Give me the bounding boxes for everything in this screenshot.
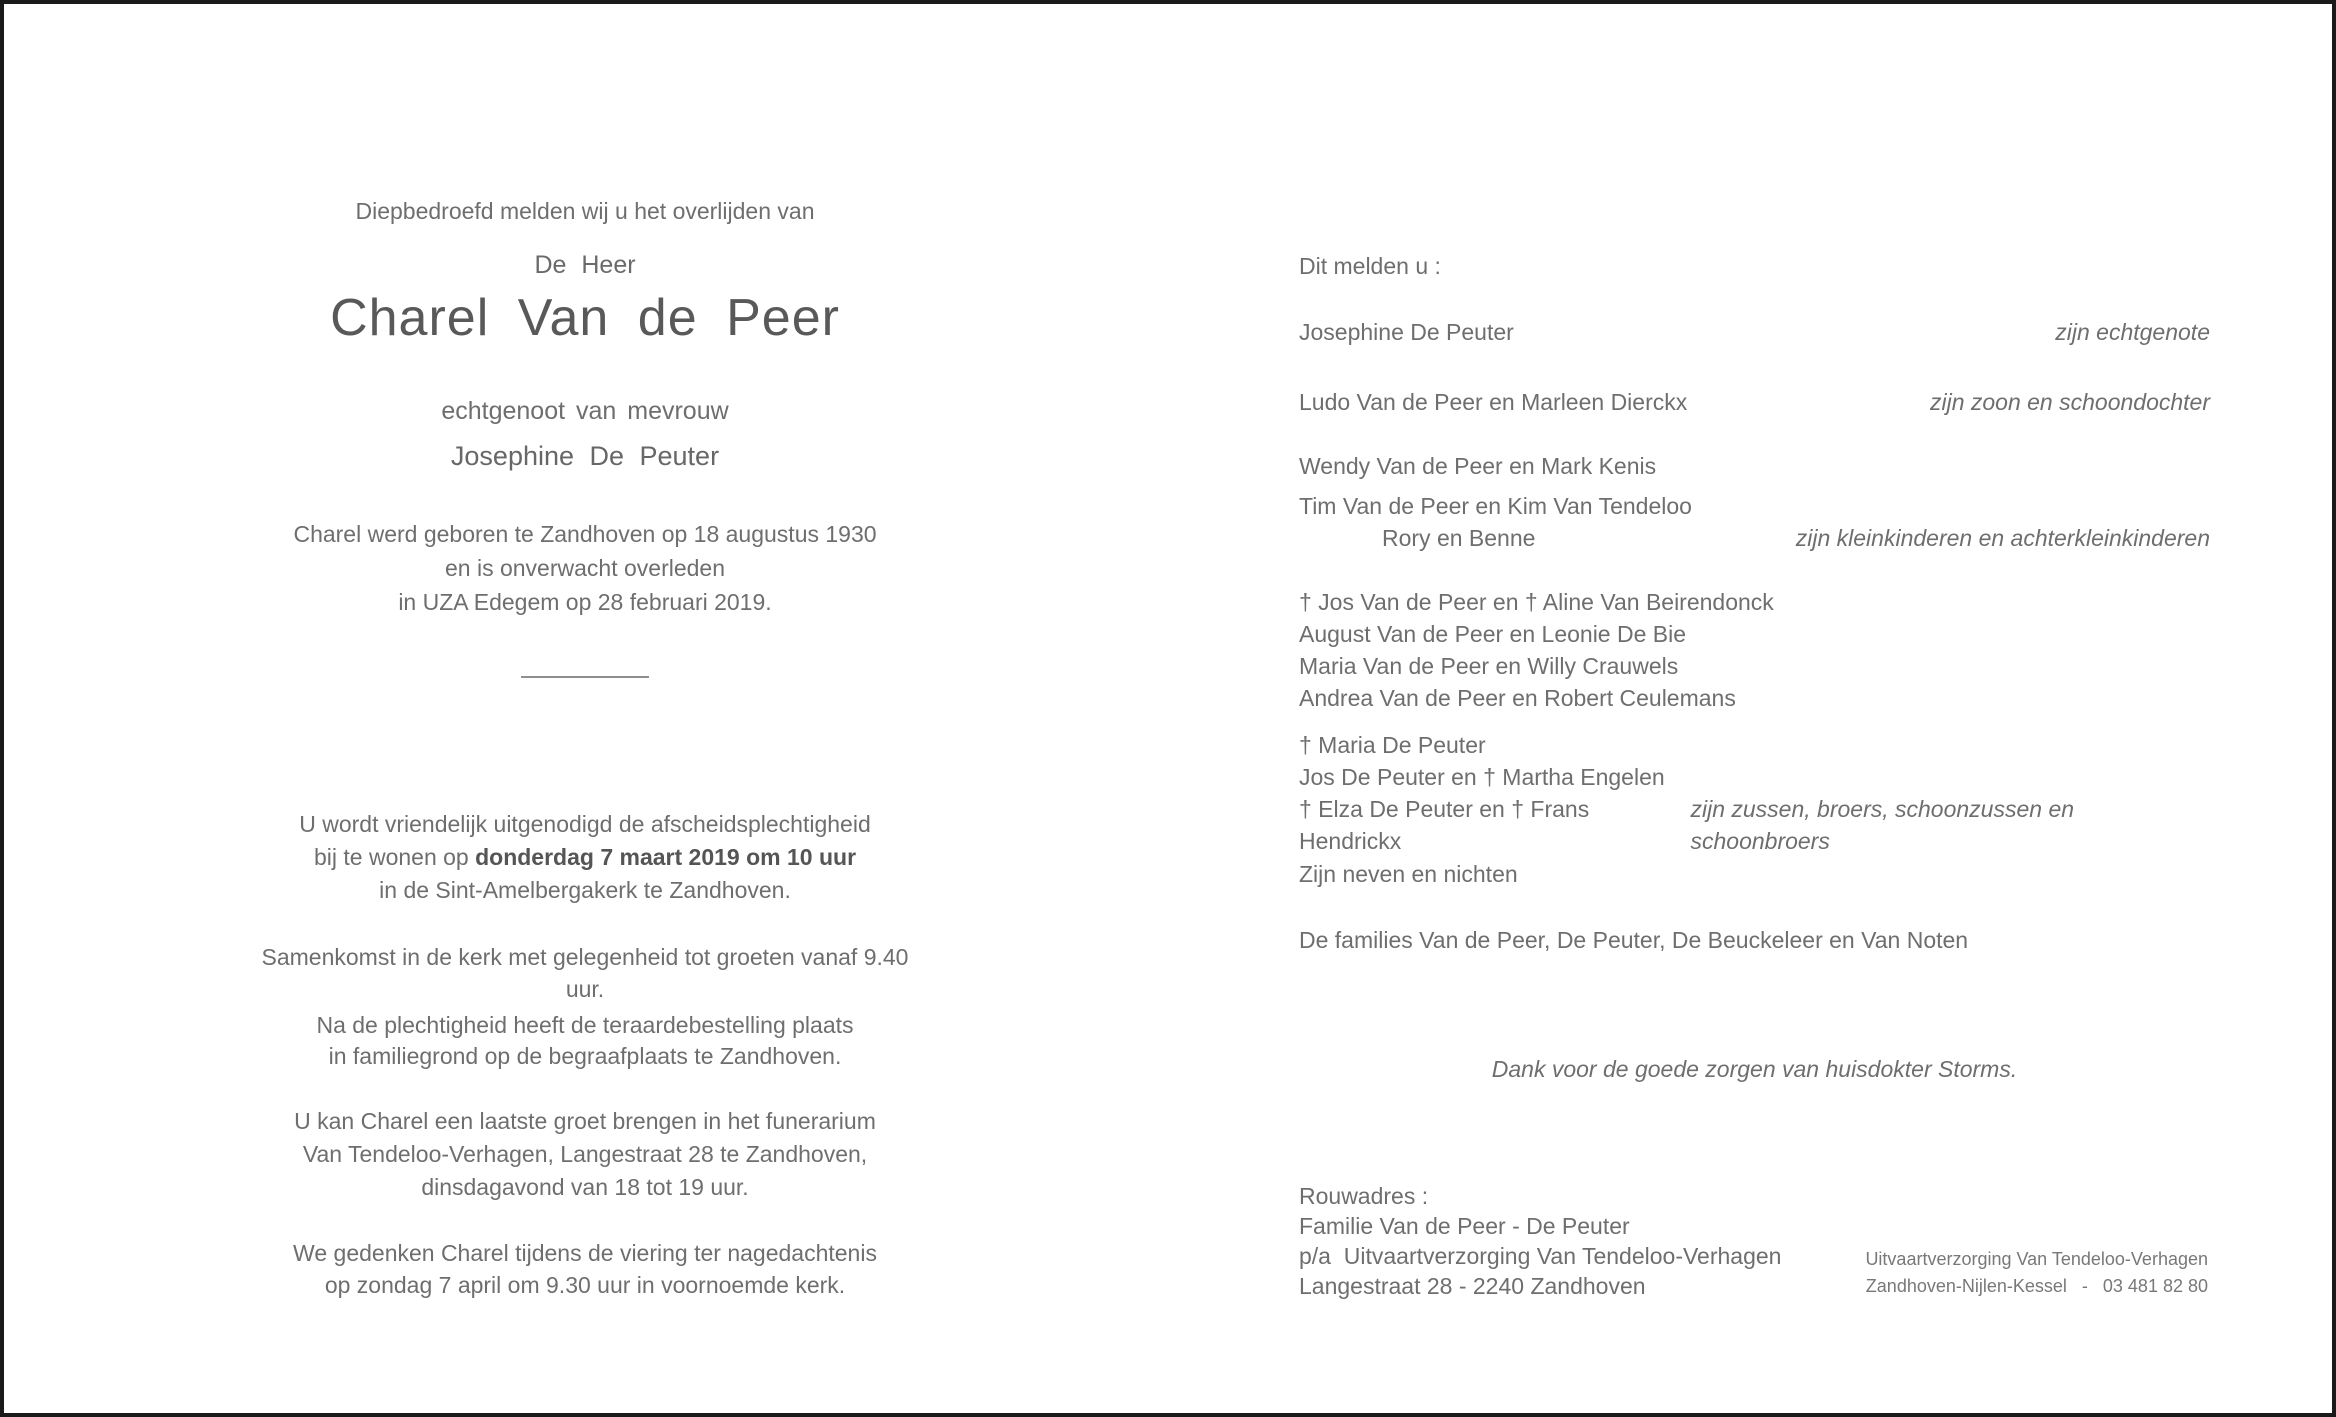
funeral-home-contact: Zandhoven-Nijlen-Kessel - 03 481 82 80: [1865, 1276, 2208, 1296]
sibling-line: Andrea Van de Peer en Robert Ceulemans: [1299, 685, 1736, 711]
honorific: De Heer: [534, 251, 636, 279]
mourning-address-line: Familie Van de Peer - De Peuter: [1299, 1213, 1630, 1239]
memorial-line: We gedenken Charel tijdens de viering ter nagedachtenis: [293, 1240, 877, 1266]
families-line: De families Van de Peer, De Peuter, De Beuckeleer en Van Noten: [1299, 927, 1969, 953]
invitation-line: U wordt vriendelijk uitgenodigd de afscheidsplechtigheid: [299, 811, 871, 837]
funerarium-line: U kan Charel een laatste groet brengen in het funerarium: [294, 1108, 876, 1134]
burial-line: in familiegrond op de begraafplaats te Zandhoven.: [328, 1043, 842, 1069]
life-line: in UZA Edegem op 28 februari 2019.: [398, 589, 772, 615]
life-line: en is onverwacht overleden: [445, 555, 725, 581]
mourning-address-line: p/a Uitvaartverzorging Van Tendeloo-Verhagen: [1299, 1243, 1782, 1269]
spouse-name: Josephine De Peuter: [450, 441, 720, 471]
sibling-line: Maria Van de Peer en Willy Crauwels: [1299, 653, 1679, 679]
funeral-home-imprint: [1865, 1246, 2208, 1300]
sibling-line: † Jos Van de Peer en † Aline Van Beirendonck: [1299, 589, 1774, 615]
life-summary: [245, 517, 925, 619]
announce-label: Dit melden u :: [1299, 253, 1441, 279]
relative-row-grandchildren: [1299, 522, 2210, 554]
deceased-name: Charel Van de Peer: [330, 289, 840, 347]
funerarium-line: dinsdagavond van 18 tot 19 uur.: [421, 1174, 749, 1200]
life-line: Charel werd geboren te Zandhoven op 18 augustus 1930: [293, 521, 877, 547]
relation-label: zijn zoon en schoondochter: [1929, 389, 2210, 415]
burial-line: Na de plechtigheid heeft de teraardebestelling plaats: [316, 1012, 854, 1038]
ceremony-invitation: [245, 808, 925, 907]
funerarium-note: [245, 1105, 925, 1204]
siblings-depeuter-group: [1299, 729, 2210, 857]
relation-label: zijn kleinkinderen en achterkleinkinderen: [1795, 525, 2210, 551]
spouse-intro: echtgenoot van mevrouw: [441, 397, 729, 425]
grandchild-line: Wendy Van de Peer en Mark Kenis: [1299, 453, 1657, 479]
siblings-vandepeer-group: [1299, 586, 2210, 714]
relative-row-siblings: [1299, 793, 2210, 857]
sibling-line: † Maria De Peuter: [1299, 732, 1486, 758]
cousins-line: Zijn neven en nichten: [1299, 861, 1518, 887]
memorial-service-note: [245, 1237, 925, 1301]
grandchild-line: Tim Van de Peer en Kim Van Tendeloo: [1299, 493, 1692, 519]
invitation-line: in de Sint-Amelbergakerk te Zandhoven.: [379, 877, 791, 903]
sibling-line: Jos De Peuter en † Martha Engelen: [1299, 764, 1665, 790]
section-divider: [521, 676, 649, 678]
invitation-line: [245, 841, 925, 874]
relative-name: † Elza De Peuter en † Frans Hendrickx: [1299, 796, 1590, 854]
relative-name: Ludo Van de Peer en Marleen Dierckx: [1299, 389, 1688, 415]
funeral-home-name: Uitvaartverzorging Van Tendeloo-Verhagen: [1865, 1249, 2208, 1269]
announcement-intro: Diepbedroefd melden wij u het overlijden van: [355, 198, 815, 224]
gathering-note: Samenkomst in de kerk met gelegenheid tot groeten vanaf 9.40 uur.: [261, 944, 909, 1002]
funerarium-line: Van Tendeloo-Verhagen, Langestraat 28 te Zandhoven,: [302, 1141, 868, 1167]
invitation-prefix: bij te wonen op: [313, 844, 476, 870]
relation-label: zijn zussen, broers, schoonzussen en schoonbroers: [1690, 796, 2075, 854]
relative-row-son: [1299, 386, 2210, 418]
mourning-address-title: Rouwadres :: [1299, 1183, 1429, 1209]
burial-note: [245, 1010, 925, 1072]
thanks-note: Dank voor de goede zorgen van huisdokter Storms.: [1491, 1056, 2018, 1082]
sibling-line: August Van de Peer en Leonie De Bie: [1299, 621, 1687, 647]
mourning-address-line: Langestraat 28 - 2240 Zandhoven: [1299, 1273, 1646, 1299]
relative-row-wife: [1299, 316, 2210, 348]
relative-name: Josephine De Peuter: [1299, 319, 1514, 345]
ceremony-date: donderdag 7 maart 2019 om 10 uur: [475, 844, 857, 870]
memorial-line: op zondag 7 april om 9.30 uur in voornoemde kerk.: [324, 1272, 846, 1298]
relative-name: Rory en Benne: [1382, 525, 1536, 551]
relation-label: zijn echtgenote: [2055, 319, 2210, 345]
